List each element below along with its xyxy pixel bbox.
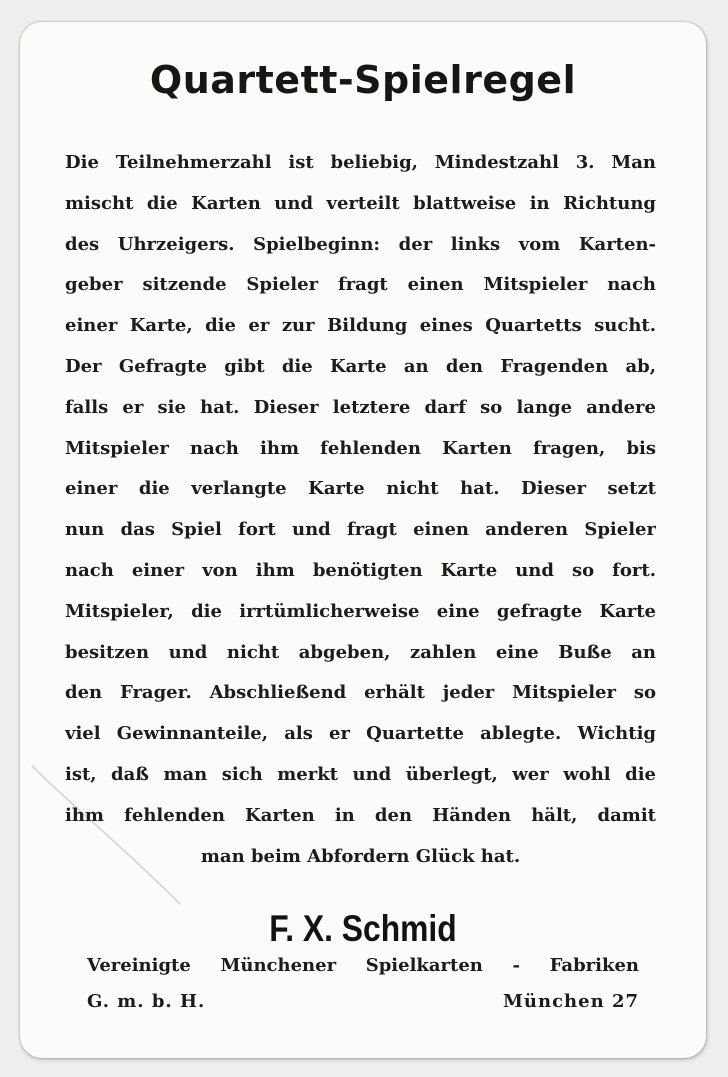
playing-card xyxy=(20,22,706,1058)
rules-line: den Frager. Abschließend erhält jeder Mitspieler so xyxy=(65,682,656,704)
rules-line: ihm fehlenden Karten in den Händen hält, damit xyxy=(65,804,656,826)
rules-line: nach einer von ihm benötigten Karte und so fort. xyxy=(65,559,656,581)
rules-line: Die Teilnehmerzahl ist beliebig, Mindestzahl 3. Man xyxy=(65,152,656,173)
rules-line: einer die verlangte Karte nicht hat. Dieser setzt xyxy=(65,478,656,500)
rules-line: falls er sie hat. Dieser letztere darf so lange andere xyxy=(65,396,656,418)
rules-line-last: man beim Abfordern Glück hat. xyxy=(200,845,521,867)
publisher-city: München 27 xyxy=(503,991,639,1012)
rules-line: viel Gewinnanteile, als er Quartette ablegte. Wichtig xyxy=(65,723,656,745)
rules-line: Der Gefragte gibt die Karte an den Fragenden ab, xyxy=(65,355,656,377)
rules-line: ist, daß man sich merkt und überlegt, wer wohl die xyxy=(65,763,656,785)
publisher-name: F. X. Schmid xyxy=(269,908,457,949)
card-title: Quartett-Spielregel xyxy=(149,58,577,102)
rules-line: nun das Spiel fort und fragt einen anderen Spieler xyxy=(65,519,656,541)
rules-line: geber sitzende Spieler fragt einen Mitspieler nach xyxy=(65,274,656,296)
rules-text xyxy=(65,143,656,877)
publisher-legal-form: G. m. b. H. xyxy=(87,991,206,1012)
publisher-subtitle: Vereinigte Münchener Spielkarten - Fabriken xyxy=(87,955,639,976)
rules-line: Mitspieler, die irrtümlicherweise eine gefragte Karte xyxy=(65,600,656,622)
rules-line: besitzen und nicht abgeben, zahlen eine Buße an xyxy=(65,641,656,663)
rules-line: mischt die Karten und verteilt blattweise in Richtung xyxy=(65,192,656,214)
rules-line: des Uhrzeigers. Spielbeginn: der links vom Karten- xyxy=(65,233,656,255)
rules-line: Mitspieler nach ihm fehlenden Karten fragen, bis xyxy=(65,437,656,459)
rules-line: einer Karte, die er zur Bildung eines Quartetts sucht. xyxy=(65,315,656,337)
